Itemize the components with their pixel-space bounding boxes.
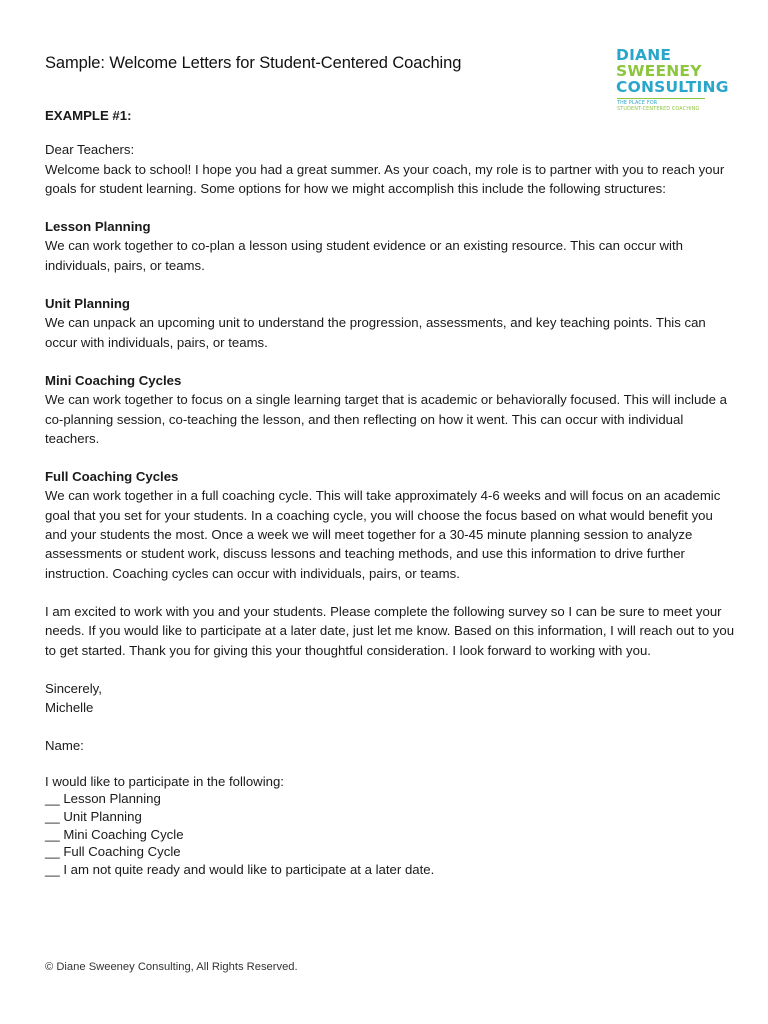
copyright-footer: © Diane Sweeney Consulting, All Rights Reserved.: [45, 961, 298, 973]
page-title: Sample: Welcome Letters for Student-Centered Coaching: [45, 54, 462, 72]
option-full-coaching-cycle: __ Full Coaching Cycle: [45, 844, 181, 860]
spacer: [45, 448, 735, 467]
section-heading-mini-coaching-cycles: Mini Coaching Cycles: [45, 372, 182, 388]
logo-divider: [617, 98, 705, 99]
logo-tagline-2: STUDENT-CENTERED COACHING: [617, 106, 700, 112]
section-text-full-coaching-cycles: We can work together in a full coaching cycle. This will take approximately 4-6 weeks and will focus on an academic goal that you set for your students. In a coaching cycle, you will choose the focus based on what would benefit you and your students the most. Once a week we will meet together for a 30-45 minute planning session to analyze assessments or student work, discuss lessons and teaching methods, and use this information to drive further instruction. Coaching cycles can occur with individuals, pairs, or teams.: [45, 488, 721, 581]
logo-line-3: CONSULTING: [616, 78, 729, 96]
option-mini-coaching-cycle: __ Mini Coaching Cycle: [45, 826, 184, 842]
signature: Michelle: [45, 700, 94, 716]
spacer: [45, 275, 735, 294]
greeting: Dear Teachers:: [45, 142, 135, 158]
spacer: [45, 198, 735, 217]
closing-paragraph: I am excited to work with you and your students. Please complete the following survey so I can be sure to meet your needs. If you would like to participate at a later date, just let me know. Based on this information, I will reach out to you to get started. Thank you for giving this your thoughtful consideration. I look forward to working with you.: [45, 603, 735, 658]
spacer: [45, 717, 735, 736]
spacer: [45, 756, 735, 773]
section-heading-full-coaching-cycles: Full Coaching Cycles: [45, 469, 179, 485]
option-later-date: __ I am not quite ready and would like to participate at a later date.: [45, 861, 435, 877]
participate-prompt: I would like to participate in the following:: [45, 773, 284, 789]
logo-line-1: DIANE: [616, 46, 672, 64]
section-text-lesson-planning: We can work together to co-plan a lesson using student evidence or an existing resource. This can occur with individuals, pairs, or teams.: [45, 238, 683, 273]
spacer: [45, 660, 735, 679]
logo-line-2: SWEENEY: [616, 62, 702, 80]
spacer: [45, 352, 735, 371]
option-unit-planning: __ Unit Planning: [45, 808, 142, 824]
signoff: Sincerely,: [45, 680, 102, 696]
logo-tagline-1: THE PLACE FOR: [617, 101, 658, 106]
option-lesson-planning: __ Lesson Planning: [45, 791, 161, 807]
section-heading-lesson-planning: Lesson Planning: [45, 219, 151, 235]
spacer: [45, 583, 735, 602]
name-label: Name:: [45, 738, 84, 754]
example-label: EXAMPLE #1:: [45, 108, 132, 123]
section-text-mini-coaching-cycles: We can work together to focus on a single learning target that is academic or behaviorally focused. This will include a co-planning session, co-teaching the lesson, and then reflecting on how it went. This can occur with individual teachers.: [45, 392, 727, 446]
intro-paragraph: Welcome back to school! I hope you had a great summer. As your coach, my role is to partner with you to reach your goals for student learning. Some options for how we might accomplish this include the following structures:: [45, 161, 725, 196]
letter-body: [45, 106, 735, 878]
company-logo: [616, 46, 729, 112]
section-heading-unit-planning: Unit Planning: [45, 296, 130, 312]
participation-options: [45, 773, 735, 879]
section-text-unit-planning: We can unpack an upcoming unit to understand the progression, assessments, and key teaching points. This can occur with individuals, pairs, or teams.: [45, 315, 706, 350]
